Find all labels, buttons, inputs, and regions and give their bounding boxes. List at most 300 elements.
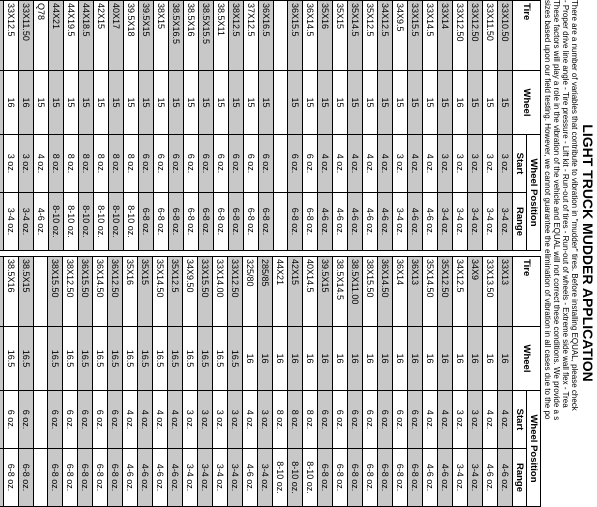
tire-cell: 39.5X18 [124,1,139,71]
range-cell: 6-8 oz. [378,449,393,507]
table-row [109,1,124,251]
wheel-position-header: Wheel Position [527,135,541,251]
tire-cell: 38X15.50 [48,257,63,327]
range-cell: 4-6 oz. [318,193,333,251]
table-row [63,257,78,507]
page-title: LIGHT TRUCK MUDDER APPLICATION [580,124,596,382]
range-cell: 4-6 oz. [153,449,168,507]
wheel-cell: 15 [64,71,79,135]
start-cell: 8 oz. [94,135,109,193]
range-cell [34,449,48,507]
table-row [348,257,363,507]
start-cell: 3 oz. [468,135,483,193]
range-cell [0,193,4,251]
range-cell: 6-8 oz. [303,193,318,251]
table-row [34,257,48,507]
tire-cell: 33X12.50 [228,257,243,327]
wheel-cell: 15 [483,71,498,135]
tire-cell: 44X19.5 [64,1,79,71]
table-row [198,257,213,507]
start-cell: 6 oz. [378,391,393,449]
range-cell: 4-6 oz. [438,449,453,507]
wheel-cell: 16 [423,327,438,391]
table-row [483,257,498,507]
tire-cell: 35X16 [123,257,138,327]
range-cell: 4-6 oz. [498,449,513,507]
tire-cell: 34X12.5 [378,1,393,71]
table-row [498,1,513,251]
table-row [333,257,348,507]
wheel-cell: 15 [154,71,169,135]
wheel-cell [274,71,288,135]
wheel-cell [0,327,4,391]
range-cell: 4-6 oz. [348,193,363,251]
range-cell: 3-4 oz. [453,449,468,507]
tire-cell [0,1,4,71]
range-cell: 6-8 oz. [259,193,274,251]
range-cell: 6-8 oz. [19,449,34,507]
wheel-cell: 16.5 [168,327,183,391]
tire-cell: 34X9 [468,257,483,327]
tire-cell: 33X12.50 [453,1,468,71]
intro-line: - Proper drive line angle - Tire pressure - Lift kit - Run-out of tires - Run-out of wheels - Extreme side wall flex - Trea [561,0,570,408]
tire-cell: 38X12.50 [63,257,78,327]
tire-cell: 38.5X11 [214,1,229,71]
tire-cell: 36X14.50 [93,257,108,327]
range-cell: 8-10 oz. [273,449,288,507]
table-row [228,257,243,507]
range-cell: 8-10 oz. [49,193,64,251]
table-row [79,1,94,251]
start-cell: 6 oz. [93,391,108,449]
table-row [363,257,378,507]
wheel-cell: 16 [303,327,318,391]
tire-cell: 33X11.50 [19,1,34,71]
wheel-cell: 15 [348,71,363,135]
wheel-cell: 15 [378,71,393,135]
start-cell: 8 oz. [49,135,64,193]
wheel-cell: 15 [124,71,139,135]
range-cell: 6-8 oz. [78,449,93,507]
tire-cell: 35X14.50 [153,257,168,327]
table-row [438,257,453,507]
table-row [48,257,63,507]
start-cell [0,135,4,193]
range-cell: 3-4 oz. [183,449,198,507]
table-row [468,1,483,251]
range-cell: 6-8 oz. [363,449,378,507]
range-cell: 4-6 oz. [408,193,423,251]
tire-cell: 33X10.50 [498,1,513,71]
start-cell: 6 oz. [48,391,63,449]
wheel-header: Wheel [513,327,541,391]
tire-cell: 44X21 [273,257,288,327]
start-cell: 3 oz. [438,135,453,193]
range-cell: 8-10 oz. [124,193,139,251]
wheel-cell: 15 [94,71,109,135]
wheel-cell: 16 [468,327,483,391]
range-cell: 6-8 oz. [333,449,348,507]
range-cell: 3-4 oz. [498,193,513,251]
start-cell: 3 oz. [258,391,273,449]
wheel-cell: 15 [408,71,423,135]
tire-cell: 44X21 [49,1,64,71]
wheel-cell: 16 [363,327,378,391]
wheel-cell [0,71,4,135]
start-cell: 8 oz. [79,135,94,193]
start-cell: 6 oz. [78,391,93,449]
start-header: Start [513,391,527,449]
tire-cell: 38X15.50 [363,257,378,327]
start-cell: 3 oz. [468,391,483,449]
tire-cell: 36X14.50 [378,257,393,327]
tire-cell: 35X12.5 [168,257,183,327]
start-cell: 8 oz. [273,391,288,449]
start-cell [274,135,288,193]
start-cell: 4 oz. [363,135,378,193]
range-cell: 3-4 oz. [213,449,228,507]
wheel-cell: 15 [79,71,94,135]
wheel-cell: 15 [169,71,184,135]
range-cell: 3-4 oz. [228,449,243,507]
tire-cell: 38X15 [154,1,169,71]
start-cell: 3 oz. [213,391,228,449]
tire-cell: 33X15.5 [408,1,423,71]
start-cell: 6 oz. [363,391,378,449]
tire-cell: 35X14.50 [423,257,438,327]
tire-cell: Q78 [34,1,49,71]
tire-cell: 34X9.5 [393,1,408,71]
tire-cell: 325/80 [243,257,258,327]
start-cell: 3 oz. [228,391,243,449]
tire-cell: 34X9.50 [183,257,198,327]
range-cell: 6-8 oz. [108,449,123,507]
table-row [273,257,288,507]
table-row [453,1,468,251]
start-cell: 6 oz. [303,135,318,193]
range-cell: 6-8 oz. [214,193,229,251]
tire-cell: 33X11.50 [483,1,498,71]
start-cell: 6 oz. [259,135,274,193]
table-row [0,1,4,251]
wheel-cell: 15 [498,71,513,135]
range-cell: 3-4 oz. [453,193,468,251]
wheel-position-header: Wheel Position [527,391,541,507]
tire-cell: 38.5X15.5 [199,1,214,71]
table-row [199,1,214,251]
start-cell: 6 oz. [229,135,244,193]
start-header: Start [513,135,527,193]
wheel-cell: 16.5 [183,327,198,391]
intro-line: There are a number of variables that contribute to vibration in "mudder" tires. Before installing EQUAL, please check [570,0,579,411]
tire-cell: 38.5X16 [4,257,19,327]
range-cell: 6-8 oz. [229,193,244,251]
start-cell: 4 oz. [243,391,258,449]
table-row [93,257,108,507]
range-cell [0,449,4,507]
wheel-cell: 16.5 [48,327,63,391]
start-cell: 6 oz. [199,135,214,193]
range-cell: 8-10 oz. [303,449,318,507]
table-row [243,257,258,507]
range-cell [274,193,288,251]
range-cell: 3-4 oz. [198,449,213,507]
start-cell: 4 oz. [123,391,138,449]
table-row [19,1,34,251]
wheel-cell: 15 [393,71,408,135]
wheel-cell: 15 [199,71,214,135]
start-cell: 4 oz. [423,391,438,449]
tire-cell: 285/85 [258,257,273,327]
range-cell: 6-8 oz. [348,449,363,507]
tire-cell [34,257,48,327]
tire-cell: 36X16.5 [259,1,274,71]
wheel-cell: 16.5 [198,327,213,391]
tire-cell: 42X15 [94,1,109,71]
range-cell: 8-10 oz. [94,193,109,251]
range-cell: 3-4 oz. [468,193,483,251]
range-cell: 4-6 oz. [138,449,153,507]
tire-cell: 33X12.50 [468,1,483,71]
start-cell: 3 oz. [498,135,513,193]
wheel-cell: 15 [303,71,318,135]
range-cell: 3-4 oz. [468,449,483,507]
wheel-cell [34,327,48,391]
wheel-cell: 16 [243,327,258,391]
range-cell: 3-4 oz. [483,193,498,251]
tire-cell: 33X15.50 [198,257,213,327]
wheel-cell: 16.5 [228,327,243,391]
wheel-cell: 16.5 [78,327,93,391]
wheel-cell: 15 [438,71,453,135]
table-row [94,1,109,251]
tire-cell: 33X14 [438,1,453,71]
wheel-cell: 16 [498,327,513,391]
tire-cell: 40X17 [109,1,124,71]
start-cell: 6 oz. [244,135,259,193]
table-row [244,1,259,251]
tire-cell: 36X14.5 [303,1,318,71]
tire-header: Tire [513,1,541,71]
range-cell: 6-8 oz. [154,193,169,251]
table-row [154,1,169,251]
intro-line: These factors will play a role in the vibration of the vehicle and EQUAL will not correct these conditions. We provide a s [552,0,561,421]
start-cell: 4 oz. [438,391,453,449]
tire-cell: 33X13.50 [483,257,498,327]
table-row [64,1,79,251]
table-row [468,257,483,507]
range-cell: 6-8 oz. [288,193,303,251]
table-row [34,1,49,251]
range-cell: 4-6 oz. [243,449,258,507]
wheel-cell: 15 [423,71,438,135]
range-cell: 6-8 oz. [63,449,78,507]
table-row [483,1,498,251]
range-cell: 4-6 oz. [423,193,438,251]
range-cell: 6-8 oz. [408,449,423,507]
start-cell: 3 oz. [453,391,468,449]
start-cell [0,391,4,449]
range-cell: 3-4 oz. [19,193,34,251]
start-cell [34,391,48,449]
tire-cell: 35X16 [318,1,333,71]
tire-cell: 36X15.5 [288,1,303,71]
tire-cell: 44X18.5 [79,1,94,71]
start-cell: 8 oz. [124,135,139,193]
tire-cell: 38.5X16.5 [169,1,184,71]
tire-cell: 36X14 [393,257,408,327]
tire-cell: 42X15 [288,257,303,327]
tire-cell: 38.5X14.5 [333,257,348,327]
table-row [123,257,138,507]
wheel-cell: 16 [438,327,453,391]
start-cell: 4 oz. [408,135,423,193]
wheel-cell: 16 [378,327,393,391]
tire-cell: 38.5X11.00 [348,257,363,327]
start-cell: 6 oz. [393,391,408,449]
table-row [408,257,423,507]
range-cell: 3-4 oz. [393,193,408,251]
tire-cell: 35X14.5 [348,1,363,71]
range-cell: 6-8 oz. [93,449,108,507]
wheel-cell: 16 [288,327,303,391]
start-cell: 6 oz. [19,391,34,449]
start-cell: 4 oz. [34,135,49,193]
wheel-cell: 15 [259,71,274,135]
table-row [19,257,34,507]
tire-cell: 36X12.50 [108,257,123,327]
start-cell: 4 oz. [318,135,333,193]
range-cell: 6-8 oz. [48,449,63,507]
range-cell: 6-8 oz. [139,193,154,251]
wheel-cell: 15 [139,71,154,135]
range-cell: 3-4 oz. [438,193,453,251]
tire-cell: 35X15 [333,1,348,71]
tire-cell: 38.5X16 [184,1,199,71]
start-cell: 4 oz. [378,135,393,193]
tire-cell: 36X15.50 [78,257,93,327]
tire-cell: 33X14.5 [423,1,438,71]
start-cell: 6 oz. [333,391,348,449]
tire-cell: 33X14.00 [213,257,228,327]
table-row [259,1,274,251]
range-cell: 4-6 oz. [34,193,49,251]
start-cell: 6 oz. [108,391,123,449]
start-cell: 6 oz. [408,391,423,449]
start-cell: 4 oz. [348,135,363,193]
start-cell: 8 oz. [303,391,318,449]
start-cell: 4 oz. [423,135,438,193]
start-cell: 3 oz. [4,135,19,193]
range-cell: 4-6 oz. [123,449,138,507]
wheel-header: Wheel [513,71,541,135]
start-cell: 6 oz. [288,135,303,193]
start-cell: 4 oz. [498,391,513,449]
tire-cell: 36X13 [408,257,423,327]
table-row [378,1,393,251]
range-cell: 4-6 oz. [333,193,348,251]
range-cell: 8-10 oz. [109,193,124,251]
range-cell: 4-6 oz. [483,449,498,507]
start-cell: 8 oz. [109,135,124,193]
table-row [139,1,154,251]
wheel-cell: 16.5 [213,327,228,391]
table-row [303,257,318,507]
table-row [168,257,183,507]
table-row [274,1,288,251]
table-row [333,1,348,251]
wheel-cell: 16 [393,327,408,391]
table-row [318,257,333,507]
start-cell: 6 oz. [154,135,169,193]
range-cell: 8-10 oz. [64,193,79,251]
table-row [49,1,64,251]
table-row [438,1,453,251]
wheel-cell: 15 [363,71,378,135]
table-row [153,257,168,507]
wheel-cell: 16.5 [93,327,108,391]
table-row [124,1,139,251]
wheel-cell: 16 [408,327,423,391]
left-application-table [0,0,541,250]
intro-line: sizes based upon our field testing. However, we cannot guarantee the elimination of vibration in all cases due to the po [543,0,552,420]
table-row [184,1,199,251]
table-row [4,1,19,251]
start-cell: 4 oz. [138,391,153,449]
start-cell: 6 oz. [4,391,19,449]
start-cell: 6 oz. [139,135,154,193]
wheel-cell: 16.5 [19,327,34,391]
start-cell: 6 oz. [184,135,199,193]
table-row [108,257,123,507]
range-cell: 4-6 oz. [423,449,438,507]
wheel-cell: 16.5 [138,327,153,391]
range-header: Range [513,449,527,507]
table-row [378,257,393,507]
table-row [288,257,303,507]
wheel-cell: 16.5 [63,327,78,391]
tire-cell: 39.5X15 [139,1,154,71]
range-cell: 6-8 oz. [169,193,184,251]
tire-cell [0,257,4,327]
wheel-cell: 15 [49,71,64,135]
tire-cell: 35X12.50 [438,257,453,327]
start-cell: 3 oz. [453,135,468,193]
wheel-cell: 15 [318,71,333,135]
wheel-cell: 16 [273,327,288,391]
table-row [4,257,19,507]
start-cell: 8 oz. [288,391,303,449]
table-row [348,1,363,251]
start-cell: 4 oz. [153,391,168,449]
start-cell: 3 oz. [483,135,498,193]
start-cell: 4 oz. [168,391,183,449]
range-cell: 3-4 oz. [4,193,19,251]
table-row [183,257,198,507]
range-cell: 8-10 oz. [79,193,94,251]
wheel-cell: 16 [453,71,468,135]
wheel-cell: 15 [214,71,229,135]
wheel-cell: 15 [244,71,259,135]
table-row [0,257,4,507]
tire-cell: 35X15 [138,257,153,327]
wheel-cell: 16 [333,327,348,391]
start-cell: 6 oz. [63,391,78,449]
start-cell: 3 oz. [393,135,408,193]
tire-cell: 40X14.5 [303,257,318,327]
table-row [169,1,184,251]
range-cell: 6-8 oz. [199,193,214,251]
